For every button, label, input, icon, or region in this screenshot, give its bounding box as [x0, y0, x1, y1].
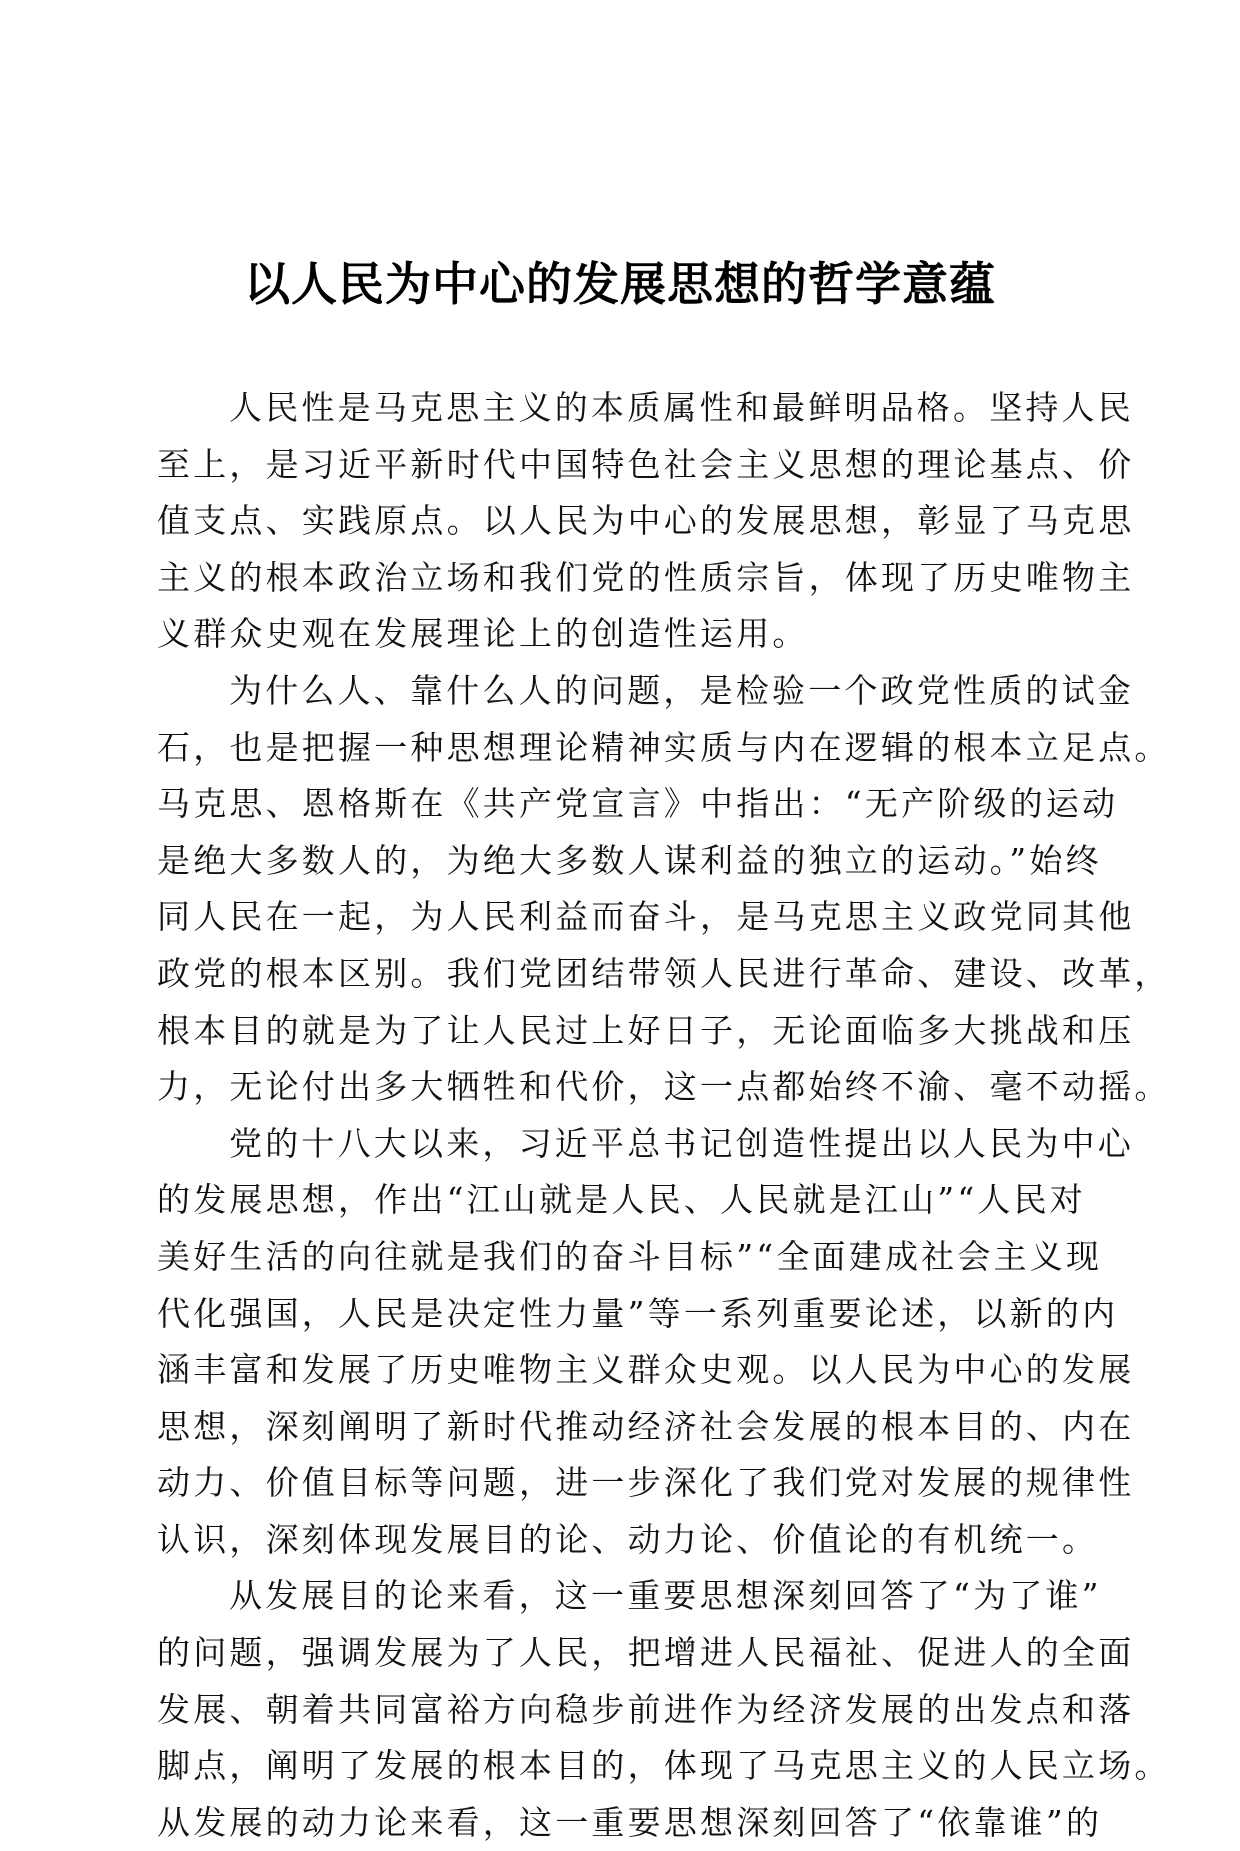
text-line: 义群众史观在发展理论上的创造性运用。 — [157, 614, 809, 654]
paragraph-4 — [157, 1568, 1171, 1851]
text-line: 从发展目的论来看，这一重要思想深刻回答了“为了谁” — [229, 1576, 1102, 1616]
text-line: 是绝大多数人的，为绝大多数人谋利益的独立的运动。”始终 — [157, 840, 1102, 880]
text-line: 代化强国，人民是决定性力量”等一系列重要论述，以新的内 — [157, 1293, 1119, 1333]
text-line: 同人民在一起，为人民利益而奋斗，是马克思主义政党同其他 — [157, 897, 1135, 937]
paragraph-3 — [157, 1116, 1135, 1569]
text-line: 美好生活的向往就是我们的奋斗目标”“全面建成社会主义现 — [157, 1236, 1103, 1276]
paragraph-1 — [157, 380, 1135, 663]
text-line: 人民性是马克思主义的本质属性和最鲜明品格。坚持人民 — [229, 388, 1134, 427]
text-line: 根本目的就是为了让人民过上好日子，无论面临多大挑战和压 — [157, 1010, 1135, 1050]
paragraph-2 — [157, 663, 1171, 1116]
text-line: 为什么人、靠什么人的问题，是检验一个政党性质的试金 — [229, 670, 1134, 710]
text-line: 主义的根本政治立场和我们党的性质宗旨，体现了历史唯物主 — [157, 557, 1135, 597]
text-line: 思想，深刻阐明了新时代推动经济社会发展的根本目的、内在 — [157, 1406, 1135, 1446]
text-line: 涵丰富和发展了历史唯物主义群众史观。以人民为中心的发展 — [157, 1350, 1135, 1390]
text-line: 党的十八大以来，习近平总书记创造性提出以人民为中心 — [229, 1123, 1134, 1163]
text-line: 发展、朝着共同富裕方向稳步前进作为经济发展的出发点和落 — [157, 1689, 1135, 1729]
text-line: 的发展思想，作出“江山就是人民、人民就是江山”“人民对 — [157, 1180, 1087, 1220]
text-line: 马克思、恩格斯在《共产党宣言》中指出：“无产阶级的运动 — [157, 784, 1119, 824]
document-body — [157, 380, 1171, 1851]
text-line: 至上，是习近平新时代中国特色社会主义思想的理论基点、价 — [157, 444, 1135, 484]
text-line: 脚点，阐明了发展的根本目的，体现了马克思主义的人民立场。 — [157, 1746, 1171, 1786]
text-line: 的问题，强调发展为了人民，把增进人民福祉、促进人的全面 — [157, 1633, 1135, 1673]
text-line: 力，无论付出多大牺牲和代价，这一点都始终不渝、毫不动摇。 — [157, 1067, 1171, 1107]
text-line: 政党的根本区别。我们党团结带领人民进行革命、建设、改革， — [157, 953, 1171, 993]
text-line: 石，也是把握一种思想理论精神实质与内在逻辑的根本立足点。 — [157, 727, 1171, 767]
text-line: 认识，深刻体现发展目的论、动力论、价值论的有机统一。 — [157, 1519, 1099, 1559]
text-line: 动力、价值目标等问题，进一步深化了我们党对发展的规律性 — [157, 1463, 1135, 1503]
document-title: 以人民为中心的发展思想的哲学意蕴 — [244, 257, 996, 311]
text-line: 从发展的动力论来看，这一重要思想深刻回答了“依靠谁”的 — [157, 1802, 1103, 1842]
text-line: 值支点、实践原点。以人民为中心的发展思想，彰显了马克思 — [157, 501, 1135, 541]
